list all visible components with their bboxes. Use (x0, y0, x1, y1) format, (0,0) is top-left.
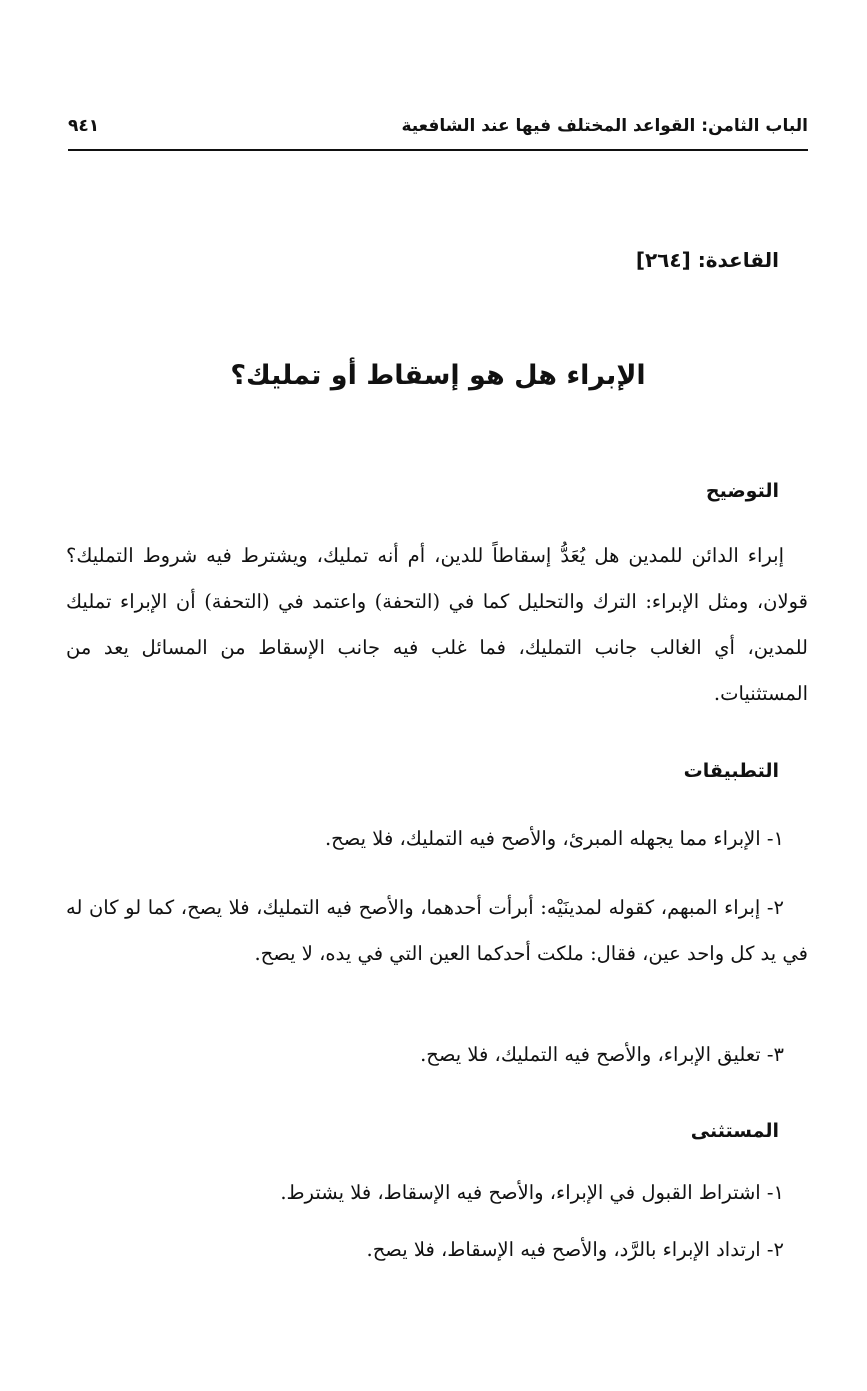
rule-number-label: القاعدة: [٢٦٤] (635, 248, 779, 272)
page-number: ٩٤١ (68, 116, 100, 136)
exception-item-1: ١- اشتراط القبول في الإبراء، والأصح فيه الإسقاط، فلا يشترط. (280, 1181, 784, 1204)
exceptions-heading: المستثنى (690, 1120, 779, 1142)
application-item-1: ١- الإبراء مما يجهله المبرئ، والأصح فيه التمليك، فلا يصح. (324, 827, 784, 850)
clarification-text: إبراء الدائن للمدين هل يُعَدُّ إسقاطاً للدين، أم أنه تمليك، ويشترط فيه شروط التمليك؟ قولان، ومثل الإبراء: الترك والتحليل كما في (التحفة) واعتمد في (التحفة) أن الإبراء تمليك للمدين، أي الغالب جانب التمليك، فما غلب فيه جانب الإسقاط من المسائل يعد من المستثنيات. (66, 544, 808, 705)
applications-heading: التطبيقات (683, 760, 779, 782)
application-item-2-text: ٢- إبراء المبهم، كقوله لمدينَيْه: أبرأت أحدهما، والأصح فيه التمليك، فلا يصح، كما لو كان له في يد كل واحد عين، فقال: ملكت أحدكما العين التي في يده، لا يصح. (66, 896, 808, 965)
chapter-title: الباب الثامن: القواعد المختلف فيها عند الشافعية (401, 116, 808, 136)
rule-title: الإبراء هل هو إسقاط أو تمليك؟ (230, 360, 646, 391)
application-item-3: ٣- تعليق الإبراء، والأصح فيه التمليك، فلا يصح. (420, 1043, 784, 1066)
clarification-heading: التوضيح (705, 480, 779, 502)
application-item-2 (66, 885, 808, 977)
running-header (68, 112, 808, 146)
header-divider (68, 149, 808, 151)
exception-item-2: ٢- ارتداد الإبراء بالرَّد، والأصح فيه الإسقاط، فلا يصح. (366, 1238, 784, 1261)
clarification-paragraph (66, 533, 808, 717)
